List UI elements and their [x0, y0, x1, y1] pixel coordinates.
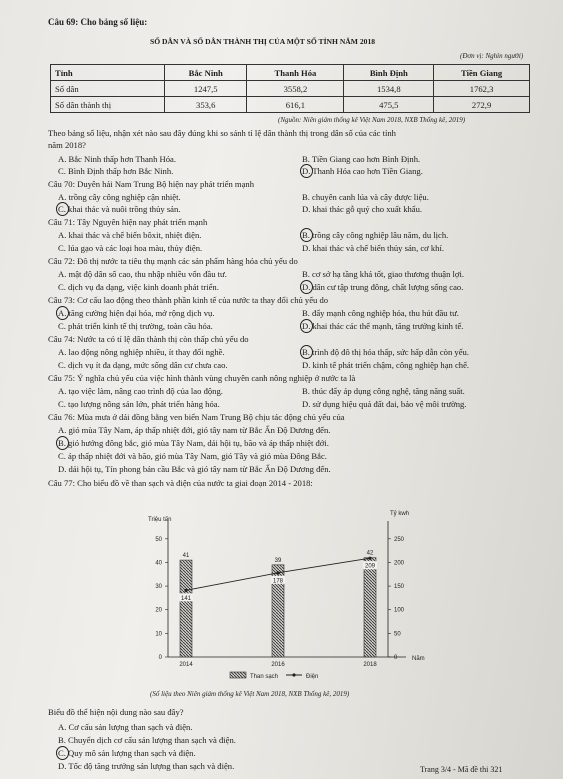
table-cell: 1762,3	[434, 81, 530, 97]
q76-option-d[interactable]: D. dải hội tụ, Tín phong bán cầu Bắc và gió tây nam từ Bắc Ấn Độ Dương đến.	[58, 464, 331, 474]
answer-mark	[56, 436, 69, 450]
q74-stem: Câu 74: Nước ta có tỉ lệ dân thành thị còn thấp chủ yếu do	[48, 334, 249, 344]
line-data-label: 178	[272, 578, 284, 585]
q70-option-c[interactable]: C. khai thác và nuôi trồng thủy sản.	[58, 204, 181, 214]
answer-mark	[56, 746, 69, 760]
table-cell: 272,9	[434, 97, 530, 113]
bar-data-label: 39	[274, 557, 282, 564]
q71-option-d[interactable]: D. khai thác và chế biến thủy sản, cơ khí.	[302, 243, 445, 253]
q70-option-b[interactable]: B. chuyên canh lúa và cây được liệu.	[302, 192, 429, 202]
q71-option-c[interactable]: C. lúa gạo và các loại hoa màu, thủy điện.	[58, 243, 203, 253]
table-header-row	[51, 65, 530, 81]
table-cell: 475,5	[344, 97, 434, 113]
answer-mark	[300, 164, 313, 178]
q69-stem: Theo bảng số liệu, nhận xét nào sau đây đúng khi so sánh tỉ lệ dân thành thị trong dân số của các tỉnh	[48, 128, 396, 138]
coal-electricity-chart	[138, 507, 438, 687]
table-cell: 616,1	[247, 97, 344, 113]
q72-option-a[interactable]: A. mật độ dân số cao, thu nhập nhiều vốn đầu tư.	[58, 269, 227, 279]
line-point	[276, 571, 279, 574]
q72-option-d[interactable]: D. dân cư tập trung đông, chất lượng sống cao.	[302, 282, 464, 292]
q73-option-d[interactable]: D. khai thác các thế mạnh, tăng trưởng kinh tế.	[302, 321, 464, 331]
table-row	[51, 81, 530, 97]
q73-stem: Câu 73: Cơ cấu lao động theo thành phần kinh tế của nước ta thay đổi chủ yếu do	[48, 295, 329, 305]
q69-option-b[interactable]: B. Tiền Giang cao hơn Bình Định.	[302, 154, 421, 164]
table-row	[51, 97, 530, 113]
right-axis-label: Tỷ kwh	[390, 511, 410, 517]
q73-option-b[interactable]: B. đẩy mạnh công nghiệp hóa, thu hút đầu tư.	[302, 308, 459, 318]
line-data-label: 141	[180, 595, 192, 602]
q70-option-a[interactable]: A. trồng cây công nghiệp cận nhiệt.	[58, 192, 181, 202]
bar-data-label: 42	[366, 550, 374, 557]
table-title: SỐ DÂN VÀ SỐ DÂN THÀNH THỊ CỦA MỘT SỐ TỈNH NĂM 2018	[150, 37, 376, 46]
x-tick-label: 2014	[179, 662, 193, 668]
table-cell: 1534,8	[344, 81, 434, 97]
answer-mark	[300, 228, 313, 242]
q75-stem: Câu 75: Ý nghĩa chủ yếu của việc hình thành vùng chuyên canh nông nghiệp ở nước ta là	[48, 373, 356, 383]
q77-option-b[interactable]: B. Chuyển dịch cơ cấu sản lượng than sạch và điện.	[58, 735, 236, 745]
q70-option-d[interactable]: D. khai thác gỗ quý cho xuất khẩu.	[302, 204, 423, 214]
q71-option-a[interactable]: A. khai thác và chế biến bôxit, nhiệt điện.	[58, 230, 202, 240]
q72-option-c[interactable]: C. dịch vụ đa dạng, việc kinh doanh phát triển.	[58, 282, 219, 292]
table-cell: 3558,2	[247, 81, 344, 97]
q69-option-a[interactable]: A. Bắc Ninh thấp hơn Thanh Hóa.	[58, 154, 176, 164]
legend-swatch-bar	[230, 672, 246, 678]
q75-option-b[interactable]: B. thúc đẩy áp dụng công nghệ, tăng năng suất.	[302, 386, 465, 396]
left-axis-label: Triệu tấn	[148, 517, 172, 523]
chart-legend	[230, 672, 318, 680]
table-header-cell: Tỉnh	[51, 65, 165, 81]
q76-stem: Câu 76: Mùa mưa ở dải đồng bằng ven biển Nam Trung Bộ chịu tác động chủ yếu của	[48, 412, 345, 422]
q71-stem: Câu 71: Tây Nguyên hiện nay phát triển mạnh	[48, 217, 208, 227]
right-tick-label: 50	[394, 631, 401, 638]
right-tick-label: 0	[394, 655, 398, 661]
page-footer: Trang 3/4 - Mã đề thi 321	[420, 765, 503, 774]
q76-option-b[interactable]: B. gió hướng đông bắc, gió mùa Tây Nam, dải hội tụ, bão và áp thấp nhiệt đới.	[58, 438, 329, 448]
left-tick-label: 30	[155, 584, 162, 591]
x-tick-label: 2016	[271, 662, 285, 668]
table-header-cell: Bình Định	[344, 65, 434, 81]
q74-option-d[interactable]: D. kinh tế phát triển chậm, công nghiệp hạn chế.	[302, 360, 470, 370]
q74-option-b[interactable]: B. trình độ đô thị hóa thấp, sức hấp dẫn còn yếu.	[302, 347, 469, 357]
line-point	[184, 589, 187, 592]
bar-data-label: 41	[182, 553, 190, 560]
chart-source: (Số liệu theo Niên giám thống kê Việt Nam 2018, NXB Thống kê, 2019)	[150, 690, 350, 698]
q74-option-a[interactable]: A. lao động nông nghiệp nhiều, ít thay đổi nghề.	[58, 347, 225, 357]
legend-label-bar: Than sạch	[250, 674, 279, 680]
population-table	[50, 64, 530, 113]
line-data-label: 209	[364, 563, 376, 570]
left-tick-label: 0	[158, 655, 162, 661]
q77-stem: Câu 77: Cho biểu đồ về than sạch và điện của nước ta giai đoạn 2014 - 2018:	[48, 478, 313, 488]
left-tick-label: 20	[155, 607, 162, 614]
table-cell: 353,6	[165, 97, 247, 113]
answer-mark	[56, 202, 69, 216]
bar-than-sach	[180, 560, 192, 657]
table-source: (Nguồn: Niên giám thống kê Việt Nam 2018, NXB Thống kê, 2019)	[278, 116, 466, 124]
right-tick-label: 200	[394, 560, 405, 567]
right-tick-label: 250	[394, 536, 405, 543]
q77-option-c[interactable]: C. Quy mô sản lượng than sạch và điện.	[58, 748, 196, 758]
bar-than-sach	[364, 558, 376, 657]
q69-stem-2: năm 2018?	[48, 140, 86, 150]
q77-question: Biểu đồ thể hiện nội dung nào sau đây?	[48, 707, 184, 717]
left-tick-label: 10	[155, 631, 162, 638]
q75-option-d[interactable]: D. sử dụng hiệu quả đất đai, bảo vệ môi trường.	[302, 399, 467, 409]
legend-label-line: Điện	[306, 674, 319, 680]
q74-option-c[interactable]: C. dịch vụ ít đa dạng, mức sống dân cư chưa cao.	[58, 360, 228, 370]
right-tick-label: 100	[394, 607, 405, 614]
q76-option-c[interactable]: C. áp thấp nhiệt đới và bão, gió mùa Tây Nam, gió Tây và gió mùa Đông Bắc.	[58, 451, 327, 461]
q71-option-b[interactable]: B. trồng cây công nghiệp lâu năm, du lịch.	[302, 230, 449, 240]
q76-option-a[interactable]: A. gió mùa Tây Nam, áp thấp nhiệt đới, gió tây nam từ Bắc Ấn Độ Dương đến.	[58, 425, 331, 435]
legend-marker	[292, 673, 295, 676]
answer-mark	[300, 319, 313, 333]
q77-option-d[interactable]: D. Tốc độ tăng trưởng sản lượng than sạch và điện.	[58, 761, 235, 771]
q72-stem: Câu 72: Đô thị nước ta tiêu thụ mạnh các sản phẩm hàng hóa chủ yếu do	[48, 256, 298, 266]
q73-option-a[interactable]: A. tăng cường hiện đại hóa, mở rộng dịch vụ.	[58, 308, 215, 318]
table-header-cell: Tiền Giang	[434, 65, 530, 81]
chart-marks	[155, 521, 406, 668]
right-tick-label: 150	[394, 584, 405, 591]
q69-heading: Câu 69: Cho bảng số liệu:	[48, 17, 148, 27]
answer-mark	[300, 345, 313, 359]
q75-option-a[interactable]: A. tạo việc làm, nâng cao trình độ của lao động.	[58, 386, 223, 396]
q75-option-c[interactable]: C. tạo lượng nông sản lớn, phát triển hàng hóa.	[58, 399, 220, 409]
q69-option-d[interactable]: D. Thanh Hóa cao hơn Tiền Giang.	[302, 166, 423, 176]
table-cell: 1247,5	[165, 81, 247, 97]
q69-option-c[interactable]: C. Bình Định thấp hơn Bắc Ninh.	[58, 166, 174, 176]
table-header-cell: Bắc Ninh	[165, 65, 247, 81]
x-tick-label: 2018	[363, 662, 377, 668]
q77-option-a[interactable]: A. Cơ cấu sản lượng than sạch và điện.	[58, 722, 193, 732]
left-tick-label: 50	[155, 536, 162, 543]
table-cell: Số dân	[51, 81, 165, 97]
answer-mark	[56, 306, 69, 320]
table-unit: (Đơn vị: Nghìn người)	[460, 52, 524, 60]
table-cell: Số dân thành thị	[51, 97, 165, 113]
line-point	[368, 557, 371, 560]
table-header-cell: Thanh Hóa	[247, 65, 344, 81]
q72-option-b[interactable]: B. cơ sở hạ tầng khá tốt, giao thương thuận lợi.	[302, 269, 464, 279]
q73-option-c[interactable]: C. phát triển kinh tế thị trường, toàn cầu hóa.	[58, 321, 213, 331]
q70-stem: Câu 70: Duyên hải Nam Trung Bộ hiện nay phát triển mạnh	[48, 179, 254, 189]
left-tick-label: 40	[155, 560, 162, 567]
x-axis-label: Năm	[412, 656, 425, 662]
answer-mark	[300, 280, 313, 294]
